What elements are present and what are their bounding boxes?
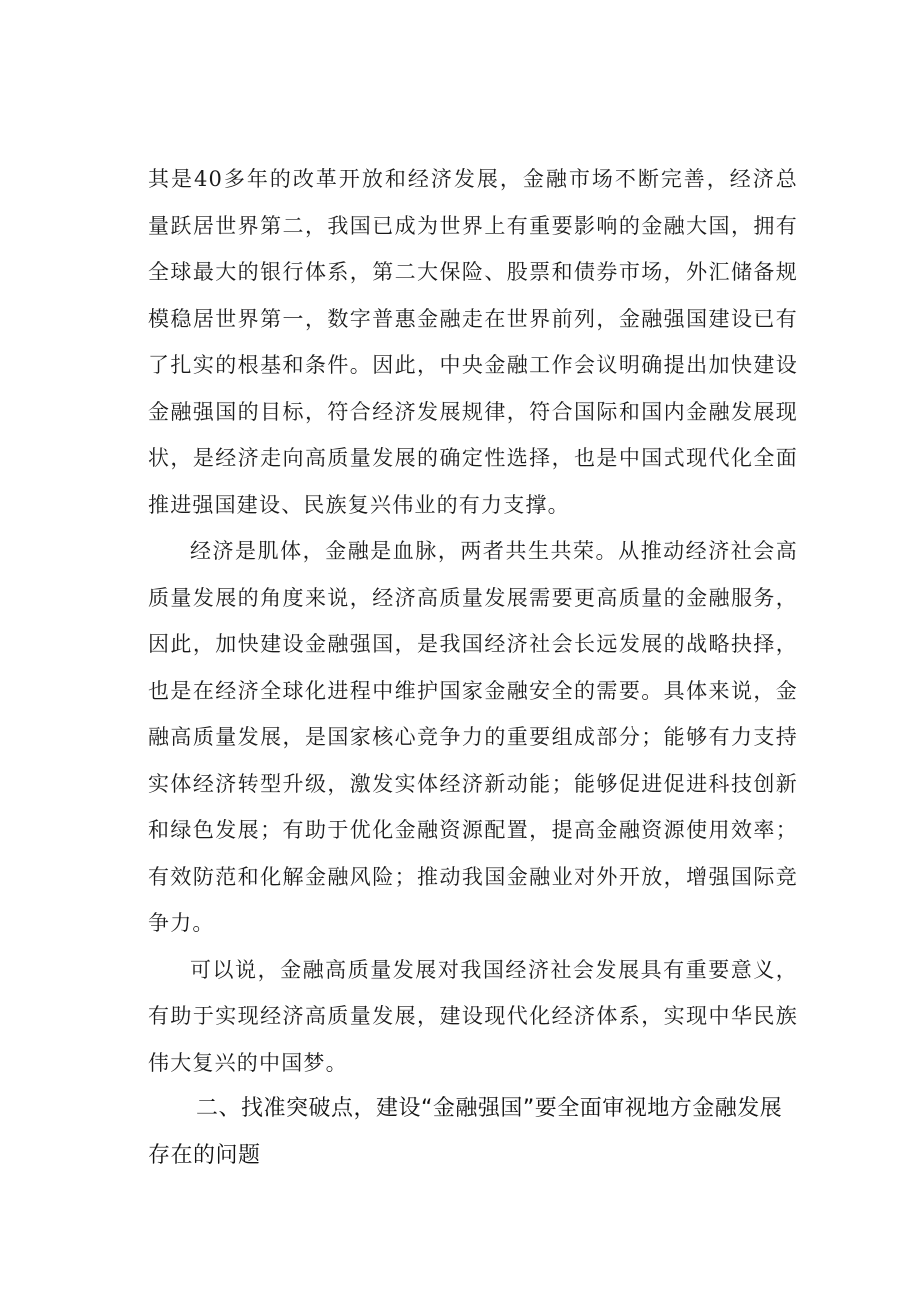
section-heading: 二、找准突破点，建设“金融强国”要全面审视地方金融发展存在的问题 bbox=[148, 1096, 783, 1168]
paragraph: 可以说，金融高质量发展对我国经济社会发展具有重要意义，有助于实现经济高质量发展，建设现代化经济体系，实现中华民族伟大复兴的中国梦。 bbox=[148, 957, 798, 1075]
paragraph-continued: 其是40多年的改革开放和经济发展，金融市场不断完善，经济总量跃居世界第二，我国已成为世界上有重要影响的金融大国，拥有全球最大的银行体系，第二大保险、股票和债券市场，外汇储备规模稳居世界第一，数字普惠金融走在世界前列，金融强国建设已有了扎实的根基和条件。因此，中央金融工作会议明确提出加快建设金融强国的目标，符合经济发展规律，符合国际和国内金融发展现状，是经济走向高质量发展的确定性选择，也是中国式现代化全面推进强国建设、民族复兴伟业的有力支撑。 bbox=[148, 167, 798, 517]
document-body bbox=[148, 156, 798, 1179]
paragraph: 经济是肌体，金融是血脉，两者共生共荣。从推动经济社会高质量发展的角度来说，经济高质量发展需要更高质量的金融服务，因此，加快建设金融强国，是我国经济社会长远发展的战略抉择，也是在经济全球化进程中维护国家金融安全的需要。具体来说，金融高质量发展，是国家核心竞争力的重要组成部分；能够有力支持实体经济转型升级，激发实体经济新动能；能够促进促进科技创新和绿色发展；有助于优化金融资源配置，提高金融资源使用效率；有效防范和化解金融风险；推动我国金融业对外开放，增强国际竞争力。 bbox=[148, 539, 798, 935]
